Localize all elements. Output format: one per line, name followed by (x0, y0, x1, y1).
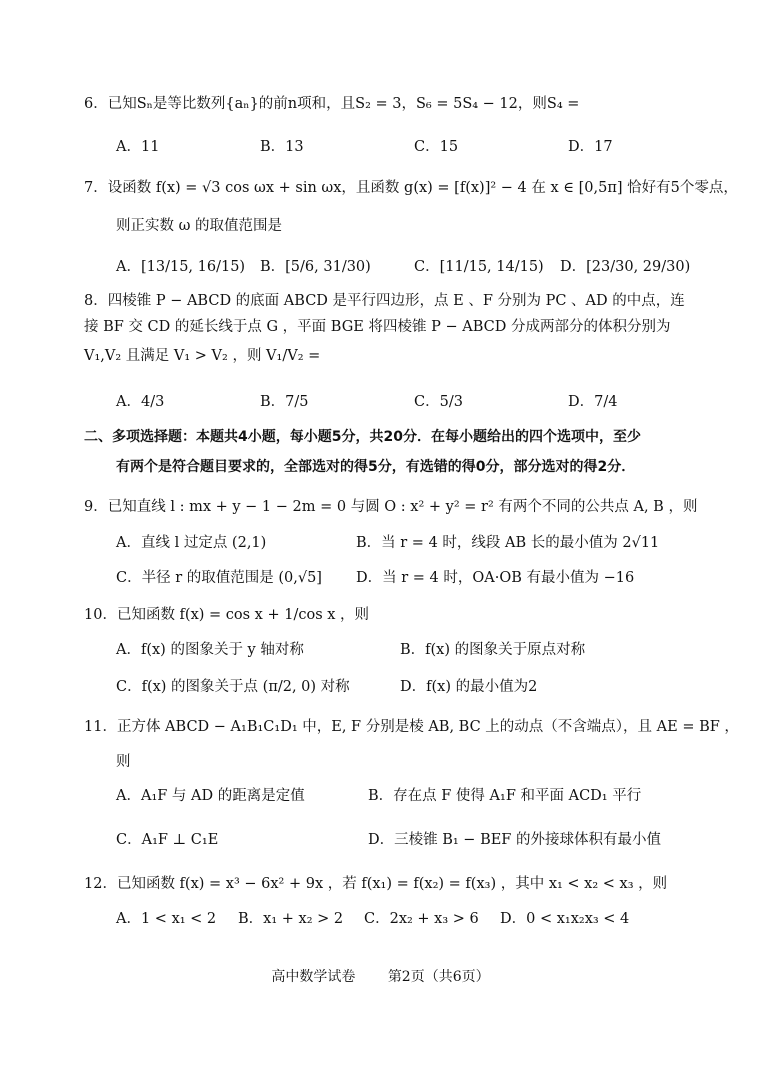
section-2-heading-line2: 有两个是符合题目要求的，全部选对的得5分，有选错的得0分，部分选对的得2分． (116, 459, 636, 475)
q8-stem-line1: 8．四棱锥 P − ABCD 的底面 ABCD 是平行四边形，点 E 、F 分别为 PC 、AD 的中点，连 (84, 293, 685, 309)
q10-option-d: D．f(x) 的最小值为2 (400, 679, 538, 695)
q6-stem: 6．已知Sₙ是等比数列{aₙ}的前n项和，且S₂ = 3，S₆ = 5S₄ − 12，则S₄ = (84, 96, 580, 112)
q8-stem-line3: V₁,V₂ 且满足 V₁ > V₂ ，则 V₁/V₂ = (84, 348, 321, 364)
q12-option-c: C．2x₂ + x₃ > 6 (364, 911, 479, 927)
footer-subject: 高中数学试卷 (271, 969, 356, 985)
q10-option-b: B．f(x) 的图象关于原点对称 (400, 642, 586, 658)
q9-option-c: C．半径 r 的取值范围是 (0,√5] (116, 570, 322, 586)
q10-stem: 10．已知函数 f(x) = cos x + 1/cos x ，则 (84, 607, 370, 623)
q6-option-a: A．11 (116, 139, 160, 155)
q9-option-a: A．直线 l 过定点 (2,1) (116, 535, 267, 551)
q7-stem-line2: 则正实数 ω 的取值范围是 (116, 218, 283, 234)
q7-stem-line1: 7．设函数 f(x) = √3 cos ωx + sin ωx，且函数 g(x) = [f(x)]² − 4 在 x ∈ [0,5π] 恰好有5个零点， (84, 180, 738, 196)
q7-option-a: A．[13/15, 16/15) (116, 259, 246, 275)
section-2-heading-line1: 二、多项选择题：本题共4小题，每小题5分，共20分．在每小题给出的四个选项中，至少 (84, 429, 641, 445)
q11-option-b: B．存在点 F 使得 A₁F 和平面 ACD₁ 平行 (368, 788, 642, 804)
q9-option-b: B．当 r = 4 时，线段 AB 长的最小值为 2√11 (356, 535, 660, 551)
q12-stem: 12．已知函数 f(x) = x³ − 6x² + 9x ，若 f(x₁) = f(x₂) = f(x₃) ，其中 x₁ < x₂ < x₃ ，则 (84, 876, 668, 892)
q7-option-b: B．[5/6, 31/30) (260, 259, 371, 275)
q9-option-d: D．当 r = 4 时，OA·OB 有最小值为 −16 (356, 570, 635, 586)
q7-option-c: C．[11/15, 14/15) (414, 259, 544, 275)
q8-option-d: D．7/4 (568, 394, 618, 410)
q6-option-c: C．15 (414, 139, 459, 155)
q11-stem-line1: 11．正方体 ABCD − A₁B₁C₁D₁ 中，E, F 分别是棱 AB, BC 上的动点（不含端点），且 AE = BF ， (84, 719, 739, 735)
q11-stem-line2: 则 (116, 754, 131, 770)
q7-option-d: D．[23/30, 29/30) (560, 259, 691, 275)
q11-option-d: D．三棱锥 B₁ − BEF 的外接球体积有最小值 (368, 832, 661, 848)
q9-stem: 9．已知直线 l : mx + y − 1 − 2m = 0 与圆 O : x² + y² = r² 有两个不同的公共点 A, B ，则 (84, 499, 698, 515)
q10-option-c: C．f(x) 的图象关于点 (π/2, 0) 对称 (116, 679, 350, 695)
q11-option-c: C．A₁F ⊥ C₁E (116, 832, 219, 848)
q10-option-a: A．f(x) 的图象关于 y 轴对称 (116, 642, 304, 658)
q8-option-c: C．5/3 (414, 394, 463, 410)
q12-option-a: A．1 < x₁ < 2 (116, 911, 217, 927)
q12-option-b: B．x₁ + x₂ > 2 (238, 911, 344, 927)
q6-option-b: B．13 (260, 139, 304, 155)
page-footer (0, 966, 761, 986)
q6-option-d: D．17 (568, 139, 613, 155)
footer-page-number: 第2页（共6页） (387, 969, 490, 985)
q11-option-a: A．A₁F 与 AD 的距离是定值 (116, 788, 305, 804)
q8-option-a: A．4/3 (116, 394, 165, 410)
q8-option-b: B．7/5 (260, 394, 309, 410)
q12-option-d: D．0 < x₁x₂x₃ < 4 (500, 911, 630, 927)
q8-stem-line2: 接 BF 交 CD 的延长线于点 G ，平面 BGE 将四棱锥 P − ABCD 分成两部分的体积分别为 (84, 319, 671, 335)
